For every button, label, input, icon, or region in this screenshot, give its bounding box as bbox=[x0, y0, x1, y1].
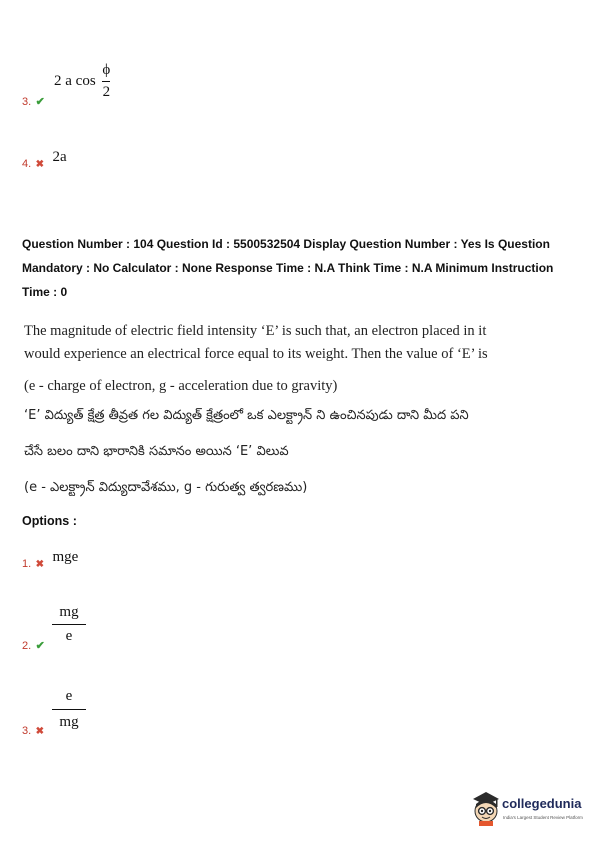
question-telugu-note: (e - ఎలక్ట్రాన్ విద్యుదావేశము, g - గురుత్వ త్వరణము) bbox=[24, 480, 308, 495]
question-meta: Question Number : 104 Question Id : 5500532504 Display Question Number : Yes Is Question Mandatory : No Calculator : None Response Time : N.A Think Time : N.A Minimum Instruction Time : 0 bbox=[22, 237, 554, 299]
option-number: 3. bbox=[22, 96, 32, 108]
question-english-line-2: would experience an electrical force equal to its weight. Then the value of ‘E’ is bbox=[24, 346, 488, 362]
options-label: Options : bbox=[22, 514, 77, 528]
cross-icon: ✖ bbox=[35, 559, 45, 570]
collegedunia-logo bbox=[470, 790, 590, 830]
logo-tagline: India's Largest Student Review Platform bbox=[503, 815, 583, 820]
question-english-note: (e - charge of electron, g - acceleration due to gravity) bbox=[24, 378, 338, 394]
prev-option-4 bbox=[22, 148, 67, 170]
option-number: 4. bbox=[22, 158, 32, 170]
prev-option-3-term: 2 a cos bbox=[54, 73, 96, 89]
option-1-text: mge bbox=[52, 549, 79, 565]
prev-option-3-fraction bbox=[102, 62, 110, 101]
option-1 bbox=[22, 548, 78, 570]
check-icon: ✔ bbox=[35, 96, 45, 108]
logo-name: collegedunia bbox=[502, 796, 582, 811]
check-icon: ✔ bbox=[35, 640, 45, 652]
option-number: 3. bbox=[22, 725, 32, 737]
prev-option-4-text: 2a bbox=[52, 149, 67, 165]
cross-icon: ✖ bbox=[35, 159, 45, 170]
fraction-numerator: e bbox=[65, 688, 73, 704]
cross-icon: ✖ bbox=[35, 726, 45, 737]
fraction-denominator: e bbox=[65, 628, 73, 644]
question-telugu-line-2: చేసే బలం దాని భారానికి సమానం అయిన ‘E’ విలువ bbox=[24, 444, 289, 459]
mascot-icon bbox=[470, 790, 502, 826]
question-english-line-1: The magnitude of electric field intensity ‘E’ is such that, an electron placed in it bbox=[24, 323, 487, 339]
fraction-numerator: mg bbox=[59, 604, 79, 620]
option-number: 1. bbox=[22, 558, 32, 570]
question-telugu-line-1: ‘E’ విద్యుత్ క్షేత్ర తీవ్రత గల విద్యుత్ క్షేత్రంలో ఒక ఎలక్ట్రాన్ ని ఉంచినపుడు దాని మీద పని bbox=[24, 408, 469, 423]
question-text bbox=[24, 320, 584, 398]
fraction-denominator: mg bbox=[59, 714, 79, 730]
option-3-fraction bbox=[52, 688, 86, 731]
question-telugu bbox=[24, 405, 584, 499]
fraction-numerator: ϕ bbox=[102, 62, 111, 78]
option-number: 2. bbox=[22, 640, 32, 652]
fraction-denominator: 2 bbox=[102, 84, 111, 100]
option-2-fraction bbox=[52, 604, 86, 645]
